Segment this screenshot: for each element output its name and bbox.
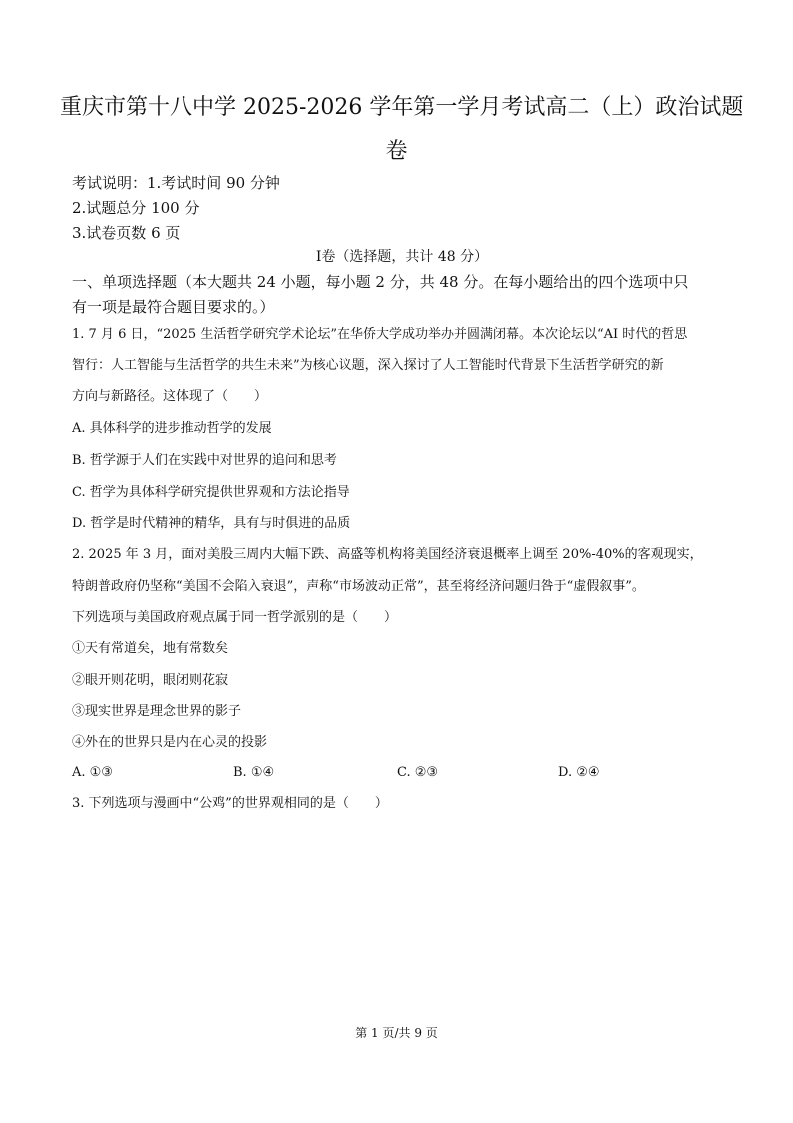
question-1-option-d: D. 哲学是时代精神的精华，具有与时俱进的品质 [72,516,351,531]
question-2-statement-2: ②眼开则花明，眼闭则花寂 [72,673,229,688]
exam-title-line1: 重庆市第十八中学 2025-2026 学年第一学月考试高二（上）政治试题 [60,95,744,120]
question-1-option-c: C. 哲学为具体科学研究提供世界观和方法论指导 [72,485,350,500]
section-heading: Ⅰ卷（选择题，共计 48 分） [315,249,489,265]
question-2-text-line2: 特朗普政府仍坚称“美国不会陷入衰退”，声称“市场波动正常”，甚至将经济问题归咎于“虚假叙事”。 [72,579,645,594]
question-2-statement-1: ①天有常道矣，地有常数矣 [72,641,229,656]
question-2-statement-4: ④外在的世界只是内在心灵的投影 [72,735,268,750]
question-2-option-a: A. ①③ [72,765,113,780]
question-1-option-b: B. 哲学源于人们在实践中对世界的追问和思考 [72,453,337,468]
question-2-statement-3: ③现实世界是理念世界的影子 [72,704,242,719]
question-2-option-d: D. ②④ [558,765,600,780]
instruction-pages: 3.试卷页数 6 页 [72,224,181,242]
instruction-score: 2.试题总分 100 分 [72,199,200,217]
exam-title-line2: 卷 [385,139,408,164]
section-intro-line2: 有一项是最符合题目要求的。） [72,298,275,316]
question-2-text-line1: 2. 2025 年 3 月，面对美股三周内大幅下跌、高盛等机构将美国经济衰退概率上调至 20%-40%的客观现实， [72,547,703,562]
question-2-option-b: B. ①④ [233,765,275,780]
section-intro-line1: 一、单项选择题（本大题共 24 小题，每小题 2 分，共 48 分。在每小题给出的四个选项中只 [72,273,689,291]
page-footer: 第 1 页/共 9 页 [355,1026,438,1040]
question-1-text-line2: 智行：人工智能与生活哲学的共生未来”为核心议题，深入探讨了人工智能时代背景下生活哲学研究的新 [72,358,664,373]
question-1-option-a: A. 具体科学的进步推动哲学的发展 [72,421,272,436]
instruction-time: 考试说明：1.考试时间 90 分钟 [72,174,280,192]
question-1-text-line3: 方向与新路径。这体现了（ ） [72,389,268,404]
question-1-text-line1: 1. 7 月 6 日，“2025 生活哲学研究学术论坛”在华侨大学成功举办并圆满闭幕。本次论坛以“AI 时代的哲思 [72,327,688,342]
question-2-option-c: C. ②③ [397,765,439,780]
question-2-text-line3: 下列选项与美国政府观点属于同一哲学派别的是（ ） [72,610,398,625]
question-3-text-line1: 3. 下列选项与漫画中“公鸡”的世界观相同的是（ ） [72,796,388,811]
